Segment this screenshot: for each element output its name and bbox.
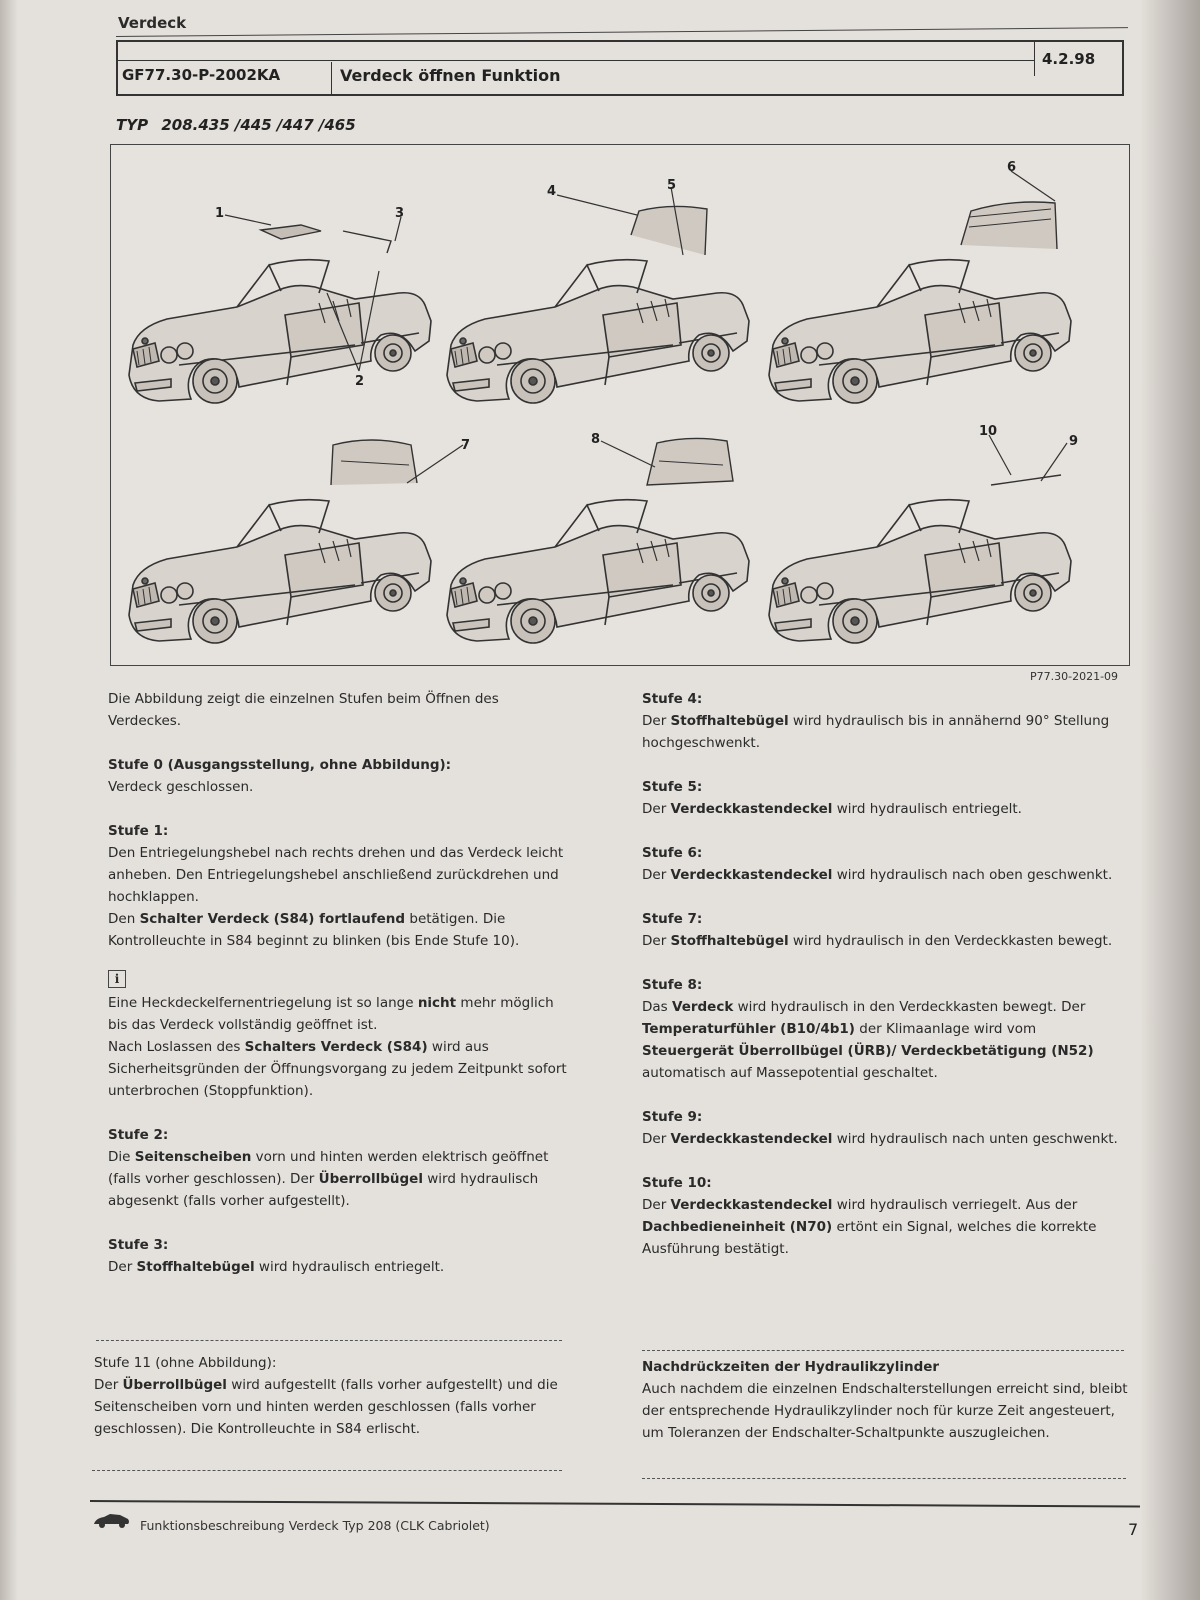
text-run: wird aufgestellt (falls vorher aufgestellt) und die Seitenscheiben vorn und hinten werden geschlossen (falls vorher geschlossen). Die Kontrolleuchte in S84 erlischt. [94, 1377, 558, 1437]
text-run: betätigen. Die Kontrolleuchte in S84 beginnt zu blinken (bis Ende Stufe 10). [108, 911, 520, 949]
text-run: Nach Loslassen des [108, 1039, 245, 1055]
figure-reference: P77.30-2021-09 [1030, 670, 1119, 683]
callout-8: 8 [591, 432, 601, 447]
text-run: wird hydraulisch nach oben geschwenkt. [832, 867, 1113, 883]
text-run-bold: Temperaturfühler (B10/4b1) [642, 1021, 855, 1037]
stufe1-text-2 [108, 908, 568, 952]
document-header-box [116, 40, 1124, 96]
stufe3-text [108, 1256, 568, 1278]
callout-10: 10 [979, 424, 998, 439]
stufe10-text [642, 1194, 1122, 1260]
text-run: ertönt ein Signal, welches die korrekte Ausführung bestätigt. [642, 1219, 1097, 1257]
text-run: wird hydraulisch bis in annähernd 90° Stellung hochgeschwenkt. [642, 713, 1110, 751]
stage-illustration-2 [447, 206, 749, 403]
stufe1-text-1: Den Entriegelungshebel nach rechts drehen und das Verdeck leicht anheben. Den Entriegelungshebel anschließend zurückdrehen und hochklappen. [108, 845, 564, 905]
stufe8-text [642, 996, 1122, 1084]
callout-3: 3 [395, 206, 405, 221]
text-run-bold: Verdeckkastendeckel [670, 1131, 833, 1147]
stufe6-heading: Stufe 6: [642, 845, 703, 861]
car-logo-icon [92, 1510, 132, 1530]
text-run: wird hydraulisch verriegelt. Aus der [832, 1197, 1078, 1213]
text-run: Der [108, 1259, 137, 1275]
stufe1-heading: Stufe 1: [108, 823, 169, 839]
left-column [108, 688, 568, 1278]
info-icon: i [108, 970, 126, 988]
callout-6: 6 [1007, 160, 1017, 175]
stage-illustration-3 [769, 202, 1071, 403]
callout-4: 4 [547, 184, 557, 199]
stage-illustration-6 [769, 475, 1071, 643]
text-run: Das [642, 999, 672, 1015]
text-run-bold: nicht [417, 995, 457, 1011]
stufe6-text [642, 864, 1122, 886]
nachdrueck-text: Auch nachdem die einzelnen Endschalterstellungen erreicht sind, bleibt der entsprechende Hydraulikzylinder noch für kurze Zeit angesteuert, um Toleranzen der Endschalter-Schaltpunkte auszugleichen. [642, 1381, 1128, 1441]
text-run-bold: Stoffhaltebügel [670, 713, 789, 729]
text-run-bold: Schalter Verdeck (S84) fortlaufend [139, 911, 406, 927]
text-run: mehr möglich bis das Verdeck vollständig geöffnet ist. [108, 995, 554, 1033]
stufe4-heading: Stufe 4: [642, 691, 703, 707]
stufe4-text [642, 710, 1122, 754]
stufe11-text [94, 1374, 564, 1440]
text-run: vorn und hinten werden elektrisch geöffnet (falls vorher geschlossen). Der [108, 1149, 549, 1187]
text-run-bold: Überrollbügel [318, 1171, 423, 1187]
text-run: Der [642, 1197, 671, 1213]
stufe11-heading: Stufe 11 (ohne Abbildung): [94, 1355, 277, 1371]
text-run-bold: Verdeckkastendeckel [670, 867, 833, 883]
illustration-frame [110, 144, 1130, 666]
text-run: wird hydraulisch entriegelt. [832, 801, 1022, 817]
intro-text: Die Abbildung zeigt die einzelnen Stufen beim Öffnen des Verdeckes. [108, 691, 499, 729]
stufe0-heading: Stufe 0 (Ausgangsstellung, ohne Abbildung): [108, 757, 452, 773]
nach-top-rule [642, 1350, 1124, 1351]
stufe11-block [94, 1352, 564, 1440]
text-run: Der [642, 933, 671, 949]
text-run: Der [642, 867, 671, 883]
text-run: Der [642, 713, 671, 729]
text-run-bold: Überrollbügel [122, 1377, 227, 1393]
callout-7: 7 [461, 438, 471, 453]
callout-2: 2 [355, 374, 365, 389]
footer-rule [90, 1500, 1140, 1507]
text-run: wird hydraulisch in den Verdeckkasten bewegt. [788, 933, 1113, 949]
stufe7-text [642, 930, 1122, 952]
text-run: Eine Heckdeckelfernentriegelung ist so lange [108, 995, 418, 1011]
callout-9: 9 [1069, 434, 1079, 449]
text-run: automatisch auf Massepotential geschaltet. [642, 1065, 938, 1081]
stufe8-heading: Stufe 8: [642, 977, 703, 993]
text-run-bold: Verdeckkastendeckel [670, 1197, 833, 1213]
text-run-bold: Dachbedieneinheit (N70) [642, 1219, 833, 1235]
typ-label: TYP [116, 116, 149, 134]
stufe11-top-rule [96, 1340, 562, 1341]
nachdrueck-block [642, 1356, 1132, 1444]
text-run-bold: Schalters Verdeck (S84) [244, 1039, 428, 1055]
text-run: wird hydraulisch nach unten geschwenkt. [832, 1131, 1118, 1147]
header-divider [331, 62, 332, 96]
text-run: wird hydraulisch entriegelt. [254, 1259, 445, 1275]
stufe5-heading: Stufe 5: [642, 779, 703, 795]
stage-illustration-4 [129, 440, 431, 643]
nachdrueck-heading: Nachdrückzeiten der Hydraulikzylinder [642, 1359, 940, 1375]
callout-1: 1 [215, 206, 225, 221]
text-run-bold: Verdeck [672, 999, 734, 1015]
vehicle-type [116, 116, 356, 134]
stufe9-heading: Stufe 9: [642, 1109, 703, 1125]
text-run-bold: Seitenscheiben [134, 1149, 252, 1165]
stufe2-text [108, 1146, 568, 1212]
stufe7-heading: Stufe 7: [642, 911, 703, 927]
stufe3-heading: Stufe 3: [108, 1237, 169, 1253]
nach-bottom-rule [642, 1478, 1126, 1479]
document-title: Verdeck öffnen Funktion [340, 66, 561, 85]
stage-illustration-1 [129, 225, 431, 403]
note-text-1 [108, 992, 568, 1036]
section-heading: Verdeck [118, 14, 187, 32]
stufe5-text [642, 798, 1122, 820]
right-column [642, 688, 1122, 1260]
text-run-bold: Steuergerät Überrollbügel (ÜRB)/ Verdeckbetätigung (N52) [642, 1043, 1094, 1059]
typ-value: 208.435 /445 /447 /465 [161, 116, 356, 134]
document-code: GF77.30-P-2002KA [122, 66, 281, 84]
footer-text: Funktionsbeschreibung Verdeck Typ 208 (CLK Cabriolet) [140, 1518, 490, 1533]
stage-illustration-5 [447, 438, 749, 643]
stufe11-bottom-rule [92, 1470, 562, 1471]
page-edge-shadow [1140, 0, 1200, 1600]
text-run-bold: Stoffhaltebügel [136, 1259, 255, 1275]
text-run: Die [108, 1149, 135, 1165]
note-text-2 [108, 1036, 568, 1102]
callout-5: 5 [667, 178, 677, 193]
stufe9-text [642, 1128, 1122, 1150]
header-inner-rule [118, 60, 1034, 61]
text-run-bold: Stoffhaltebügel [670, 933, 789, 949]
text-run: wird hydraulisch abgesenkt (falls vorher aufgestellt). [108, 1171, 539, 1209]
stufe10-heading: Stufe 10: [642, 1175, 712, 1191]
stufe0-text: Verdeck geschlossen. [108, 779, 254, 795]
text-run-bold: Verdeckkastendeckel [670, 801, 833, 817]
convertible-stages-illustration [111, 145, 1129, 665]
text-run: wird aus Sicherheitsgründen der Öffnungsvorgang zu jedem Zeitpunkt sofort unterbrochen (Stoppfunktion). [108, 1039, 567, 1099]
text-run: Der [642, 801, 671, 817]
text-run: Der [94, 1377, 123, 1393]
text-run: Der [642, 1131, 671, 1147]
text-run: wird hydraulisch in den Verdeckkasten bewegt. Der [733, 999, 1086, 1015]
header-rule [116, 27, 1128, 37]
document-date: 4.2.98 [1042, 50, 1096, 68]
page-number: 7 [1128, 1520, 1139, 1539]
stufe2-heading: Stufe 2: [108, 1127, 169, 1143]
header-divider-date [1034, 42, 1035, 76]
text-run: der Klimaanlage wird vom [854, 1021, 1037, 1037]
text-run: Den [108, 911, 140, 927]
page-binding-shadow [0, 0, 18, 1600]
